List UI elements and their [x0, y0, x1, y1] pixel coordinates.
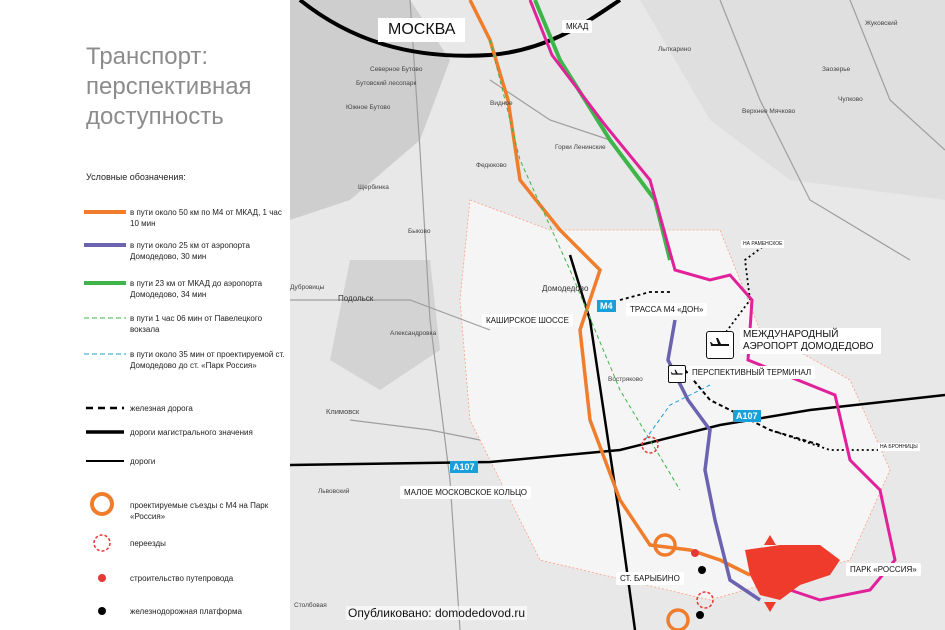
legend-header: Условные обозначения: [86, 172, 186, 182]
legend-text: переезды [130, 539, 166, 548]
mkad-label: МКАД [562, 20, 592, 33]
title-line-1: Транспорт: [86, 43, 209, 70]
place-label: Северное Бутово [370, 66, 423, 73]
place-label: Подольск [338, 294, 374, 303]
place-label: Домодедово [542, 284, 589, 293]
place-label: Дубровицы [290, 284, 325, 291]
legend-text: железнодорожная платформа [130, 607, 242, 616]
orange-line-icon [84, 207, 126, 217]
legend-text: строительство путепровода [130, 574, 234, 583]
legend-text: в пути около 35 мин от проектируемой ст. Домодедово до ст. «Парк Россия» [130, 350, 285, 370]
place-label: Бутовский лесопарк [356, 80, 417, 87]
terminal-plane-icon [668, 365, 686, 383]
legend-text: в пути около 50 км по М4 от МКАД, 1 час 10 мин [130, 208, 282, 228]
place-label: Лыткарино [658, 46, 691, 53]
place-label: Быково [408, 228, 431, 235]
title-line-2: перспективная [86, 73, 252, 100]
place-label: Видное [490, 100, 513, 107]
red-dot-icon [84, 571, 126, 585]
small-ring-label: МАЛОЕ МОСКОВСКОЕ КОЛЬЦО [400, 486, 531, 499]
to-ramenskoe-label: НА РАМЕНСКОЕ [743, 241, 783, 247]
purple-line-icon [84, 240, 126, 250]
moscow-label: МОСКВА [378, 18, 465, 42]
legend-text: дороги магистрального значения [130, 428, 253, 437]
place-label: Чулково [838, 96, 863, 103]
green-dashed-line-icon [84, 313, 126, 323]
road-icon [84, 456, 126, 466]
barybino-label: СТ. БАРЫБИНО [616, 572, 684, 585]
airport-icon [706, 331, 734, 359]
park-russia-label: ПАРК «РОССИЯ» [846, 563, 921, 576]
railway-icon [84, 403, 126, 413]
kashirskoe-label: КАШИРСКОЕ ШОССЕ [482, 314, 573, 327]
place-label: Федюково [476, 162, 507, 169]
to-bronnitsy-label: НА БРОННИЦЫ [880, 444, 918, 450]
orange-ring-icon [84, 492, 126, 520]
trassa-label: ТРАССА М4 «ДОН» [626, 303, 707, 316]
published-credit: Опубликовано: domodedovod.ru [348, 606, 526, 620]
main-road-icon [84, 427, 126, 437]
place-label: Столбовая [294, 602, 327, 609]
place-label: Александровка [390, 330, 437, 337]
place-label: Львовский [318, 488, 350, 495]
place-label: Заозерье [822, 66, 851, 73]
black-dot-icon [84, 604, 126, 618]
blue-dashed-line-icon [84, 349, 126, 359]
legend-text: в пути 23 км от МКАД до аэропорта Домодедово, 34 мин [130, 279, 263, 299]
platform-dot-1 [698, 566, 706, 574]
legend-text: железная дорога [130, 404, 193, 413]
place-label: Жуковский [865, 20, 898, 27]
place-label: Горки Ленинские [555, 144, 606, 151]
page-title [86, 42, 286, 132]
legend-text: дороги [130, 457, 156, 466]
legend-panel [0, 0, 290, 630]
crossing-ring-icon [84, 532, 126, 556]
legend-text: в пути 1 час 06 мин от Павелецкого вокзала [130, 314, 263, 334]
place-label: Щербинка [358, 184, 389, 191]
place-label: Климовск [326, 407, 360, 416]
place-label: Верхнее Мячково [742, 108, 796, 115]
a107-shield-east: А107 [733, 410, 761, 422]
legend-text: проектируемые съезды с М4 на Парк «Россия» [130, 501, 269, 521]
airport-label: МЕЖДУНАРОДНЫЙ АЭРОПОРТ ДОМОДЕДОВО [740, 328, 881, 354]
platform-dot-2 [696, 611, 704, 619]
a107-shield-west: А107 [450, 461, 478, 473]
terminal-label: ПЕРСПЕКТИВНЫЙ ТЕРМИНАЛ [688, 366, 815, 379]
map-area [290, 0, 945, 630]
m4-shield: М4 [597, 300, 616, 312]
overpass-dot [691, 549, 699, 557]
place-label: Южное Бутово [346, 104, 391, 111]
green-line-icon [84, 278, 126, 288]
legend-text: в пути около 25 км от аэропорта Домодедово, 30 мин [130, 241, 250, 261]
title-line-3: доступность [86, 103, 224, 130]
place-label: Востряково [608, 376, 643, 383]
map-canvas [290, 0, 945, 630]
